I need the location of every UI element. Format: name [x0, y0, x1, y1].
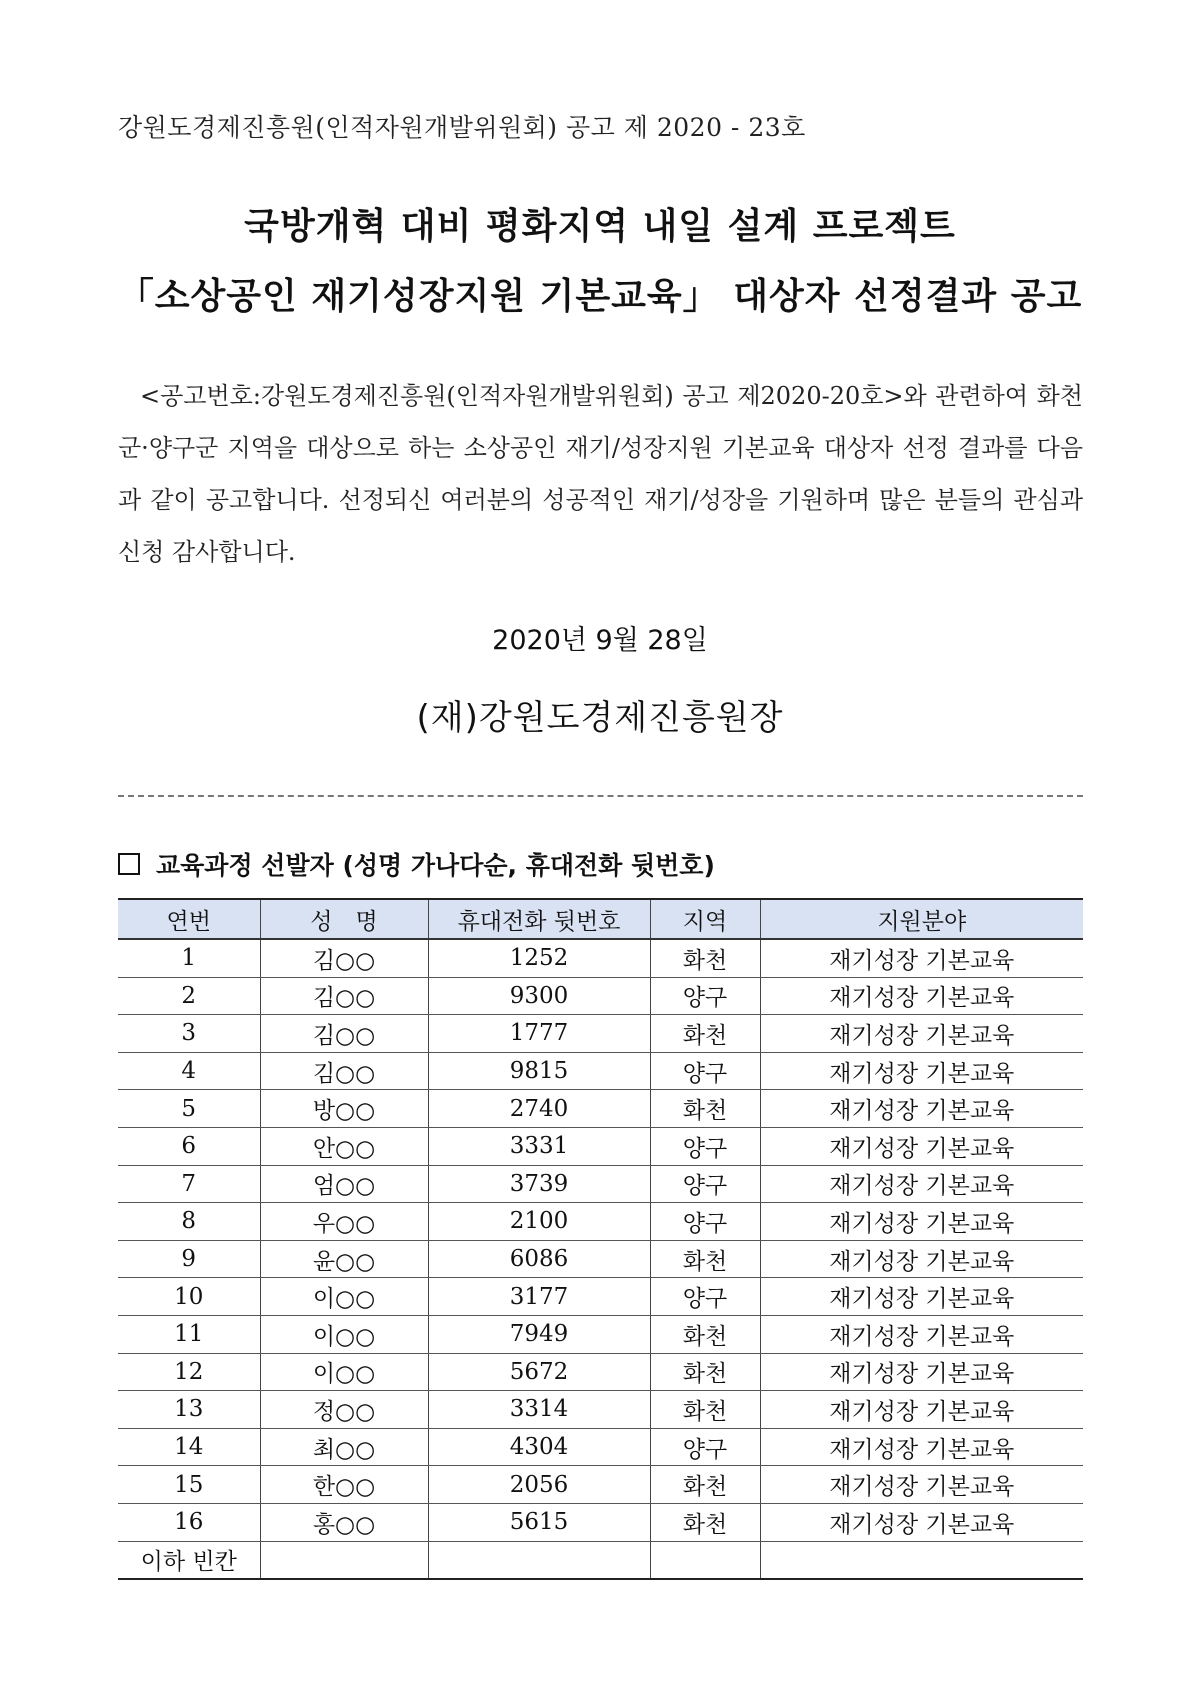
cell-field: 재기성장 기본교육: [760, 977, 1083, 1015]
cell-field: 재기성장 기본교육: [760, 1391, 1083, 1429]
cell-region: 양구: [650, 1428, 760, 1466]
column-header-name: 성 명: [260, 899, 428, 939]
cell-name: 이○○: [260, 1353, 428, 1391]
column-header-number: 연번: [118, 899, 260, 939]
cell-field: 재기성장 기본교육: [760, 1203, 1083, 1241]
column-header-region: 지역: [650, 899, 760, 939]
cell-number: 이하 빈칸: [118, 1541, 260, 1579]
cell-number: 7: [118, 1165, 260, 1203]
cell-region: 양구: [650, 1278, 760, 1316]
cell-number: 12: [118, 1353, 260, 1391]
cell-number: 9: [118, 1240, 260, 1278]
cell-number: 13: [118, 1391, 260, 1429]
cell-phone: 9300: [428, 977, 650, 1015]
cell-phone: 2056: [428, 1466, 650, 1504]
table-row: [118, 1541, 1083, 1579]
cell-field: 재기성장 기본교육: [760, 939, 1083, 977]
cell-phone: 3314: [428, 1391, 650, 1429]
cell-name: 최○○: [260, 1428, 428, 1466]
table-row: [118, 1203, 1083, 1241]
cell-region: 화천: [650, 939, 760, 977]
table-row: [118, 1240, 1083, 1278]
cell-field: 재기성장 기본교육: [760, 1353, 1083, 1391]
cell-region: 화천: [650, 1353, 760, 1391]
cell-region: 양구: [650, 1203, 760, 1241]
cell-phone: 2740: [428, 1090, 650, 1128]
cell-phone: 2100: [428, 1203, 650, 1241]
cell-field: 재기성장 기본교육: [760, 1165, 1083, 1203]
cell-field: 재기성장 기본교육: [760, 1503, 1083, 1541]
table-row: [118, 1353, 1083, 1391]
cell-region: 양구: [650, 977, 760, 1015]
cell-name: 엄○○: [260, 1165, 428, 1203]
cell-name: 방○○: [260, 1090, 428, 1128]
square-bullet-icon: [118, 853, 140, 875]
cell-number: 6: [118, 1127, 260, 1165]
cell-name: [260, 1541, 428, 1579]
cell-number: 16: [118, 1503, 260, 1541]
issuer-name: (재)강원도경제진흥원장: [416, 698, 784, 738]
cell-phone: 5615: [428, 1503, 650, 1541]
announcement-date: 2020년 9월 28일: [492, 625, 708, 656]
cell-phone: 3739: [428, 1165, 650, 1203]
cell-number: 3: [118, 1015, 260, 1053]
cell-phone: 3177: [428, 1278, 650, 1316]
cell-number: 15: [118, 1466, 260, 1504]
cell-region: 양구: [650, 1052, 760, 1090]
cell-field: 재기성장 기본교육: [760, 1428, 1083, 1466]
table-row: [118, 1127, 1083, 1165]
cell-region: 화천: [650, 1391, 760, 1429]
cell-name: 윤○○: [260, 1240, 428, 1278]
cell-phone: 1777: [428, 1015, 650, 1053]
table-row: [118, 939, 1083, 977]
cell-number: 5: [118, 1090, 260, 1128]
table-row: [118, 1428, 1083, 1466]
cell-number: 2: [118, 977, 260, 1015]
cell-name: 안○○: [260, 1127, 428, 1165]
table-row: [118, 1090, 1083, 1128]
table-row: [118, 1052, 1083, 1090]
table-row: [118, 1015, 1083, 1053]
cell-name: 정○○: [260, 1391, 428, 1429]
title-line-1: 국방개혁 대비 평화지역 내일 설계 프로젝트: [244, 206, 956, 247]
cell-name: 한○○: [260, 1466, 428, 1504]
cell-region: 화천: [650, 1315, 760, 1353]
cell-name: 이○○: [260, 1278, 428, 1316]
cell-region: [650, 1541, 760, 1579]
table-row: [118, 1278, 1083, 1316]
cell-number: 1: [118, 939, 260, 977]
section-title: 교육과정 선발자 (성명 가나다순, 휴대전화 뒷번호): [156, 851, 715, 880]
announcement-body: [118, 370, 1083, 578]
cell-name: 우○○: [260, 1203, 428, 1241]
cell-phone: 4304: [428, 1428, 650, 1466]
table-row: [118, 977, 1083, 1015]
cell-number: 10: [118, 1278, 260, 1316]
column-header-field: 지원분야: [760, 899, 1083, 939]
title-line-2: 「소상공인 재기성장지원 기본교육」 대상자 선정결과 공고: [117, 276, 1083, 317]
announcement-paragraph: <공고번호:강원도경제진흥원(인적자원개발위원회) 공고 제2020-20호>와 관련하여 화천군·양구군 지역을 대상으로 하는 소상공인 재기/성장지원 기본교육 대상자 선정 결과를 다음과 같이 공고합니다. 선정되신 여러분의 성공적인 재기/성장을 기원하며 많은 분들의 관심과 신청 감사합니다.: [118, 382, 1083, 566]
cell-region: 화천: [650, 1090, 760, 1128]
cell-phone: 9815: [428, 1052, 650, 1090]
cell-number: 8: [118, 1203, 260, 1241]
cell-name: 김○○: [260, 1052, 428, 1090]
cell-field: [760, 1541, 1083, 1579]
table-row: [118, 1391, 1083, 1429]
cell-region: 양구: [650, 1165, 760, 1203]
cell-field: 재기성장 기본교육: [760, 1052, 1083, 1090]
cell-phone: 1252: [428, 939, 650, 977]
cell-region: 화천: [650, 1503, 760, 1541]
cell-field: 재기성장 기본교육: [760, 1466, 1083, 1504]
cell-field: 재기성장 기본교육: [760, 1315, 1083, 1353]
selection-table: [118, 898, 1083, 1580]
cell-field: 재기성장 기본교육: [760, 1240, 1083, 1278]
dashed-divider: [118, 795, 1083, 797]
cell-region: 화천: [650, 1466, 760, 1504]
table-row: [118, 1165, 1083, 1203]
cell-region: 화천: [650, 1015, 760, 1053]
section-heading: [118, 846, 715, 882]
table-row: [118, 1315, 1083, 1353]
cell-name: 홍○○: [260, 1503, 428, 1541]
cell-name: 이○○: [260, 1315, 428, 1353]
cell-phone: 5672: [428, 1353, 650, 1391]
cell-region: 양구: [650, 1127, 760, 1165]
column-header-phone: 휴대전화 뒷번호: [428, 899, 650, 939]
cell-field: 재기성장 기본교육: [760, 1127, 1083, 1165]
cell-number: 11: [118, 1315, 260, 1353]
cell-phone: 7949: [428, 1315, 650, 1353]
table-body: [118, 939, 1083, 1579]
table-row: [118, 1503, 1083, 1541]
table-row: [118, 1466, 1083, 1504]
cell-number: 4: [118, 1052, 260, 1090]
table-header-row: [118, 899, 1083, 939]
cell-name: 김○○: [260, 977, 428, 1015]
cell-field: 재기성장 기본교육: [760, 1090, 1083, 1128]
cell-number: 14: [118, 1428, 260, 1466]
cell-field: 재기성장 기본교육: [760, 1015, 1083, 1053]
cell-name: 김○○: [260, 1015, 428, 1053]
cell-phone: 3331: [428, 1127, 650, 1165]
cell-phone: [428, 1541, 650, 1579]
cell-name: 김○○: [260, 939, 428, 977]
notice-number: 강원도경제진흥원(인적자원개발위원회) 공고 제 2020 - 23호: [118, 113, 806, 142]
cell-region: 화천: [650, 1240, 760, 1278]
cell-phone: 6086: [428, 1240, 650, 1278]
cell-field: 재기성장 기본교육: [760, 1278, 1083, 1316]
